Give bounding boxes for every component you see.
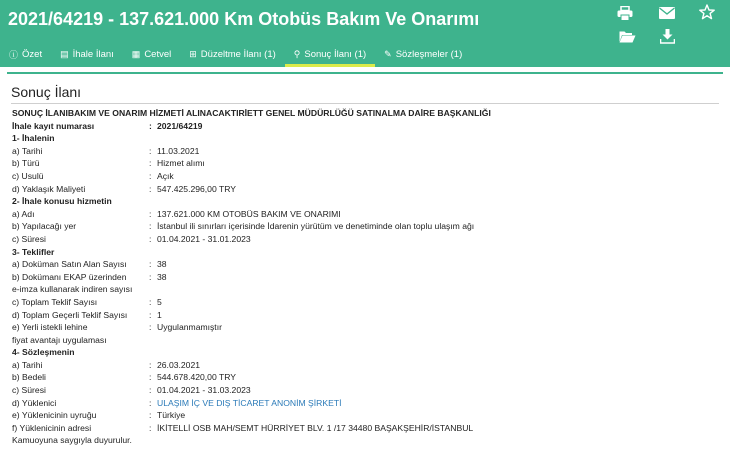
field-row [12, 397, 718, 410]
separator: : [149, 120, 152, 131]
info-icon: ⓘ [9, 49, 19, 60]
field-label: b) Dokümanı EKAP üzerinden [12, 271, 127, 282]
separator: : [149, 397, 152, 408]
field-row [12, 233, 718, 246]
field-label: d) Toplam Geçerli Teklif Sayısı [12, 309, 128, 320]
tab-label: Özet [22, 48, 43, 60]
field-row [12, 183, 718, 196]
field-row [12, 157, 718, 170]
separator: : [149, 309, 152, 320]
field-label: b) Yapılacağı yer [12, 221, 77, 232]
divider [11, 103, 719, 104]
field-label: c) Süresi [12, 385, 46, 396]
field-value: 26.03.2021 [157, 359, 201, 370]
page-header [0, 0, 730, 67]
table-icon: ▦ [131, 48, 141, 59]
tab-ihale-ilani[interactable] [51, 41, 123, 67]
field-row [12, 384, 718, 397]
field-label: c) Usulü [12, 170, 44, 181]
field-value: Açık [157, 170, 174, 181]
edit-icon: ⊞ [189, 48, 197, 59]
separator: : [149, 296, 152, 307]
field-row [12, 170, 718, 183]
field-label: b) Bedeli [12, 372, 46, 383]
announcement-text [12, 107, 718, 447]
tab-label: Sonuç İlanı (1) [304, 48, 367, 60]
field-row [12, 296, 718, 309]
field-value: 38 [157, 259, 167, 270]
tab-cetvel[interactable] [123, 41, 180, 67]
document-icon: ▤ [60, 48, 69, 59]
separator: : [149, 422, 152, 433]
kayit-row [12, 120, 718, 133]
separator: : [149, 158, 152, 169]
tab-bar [0, 41, 730, 67]
tab-duzeltme-ilani[interactable] [180, 41, 285, 67]
field-value: 2021/64219 [157, 120, 203, 131]
section-heading: 2- İhale konusu hizmetin [12, 196, 112, 207]
tab-sonuc-ilani[interactable] [285, 41, 375, 67]
separator: : [149, 410, 152, 421]
section-heading: 3- Teklifler [12, 246, 55, 257]
contractor-link[interactable]: ULAŞIM İÇ VE DIŞ TİCARET ANONİM ŞİRKETİ [157, 397, 342, 408]
separator: : [149, 259, 152, 270]
separator: : [149, 221, 152, 232]
field-label: a) Adı [12, 208, 35, 219]
field-value: 38 [157, 271, 167, 282]
separator: : [149, 170, 152, 181]
field-value: 544.678.420,00 TRY [157, 372, 237, 383]
field-value: Türkiye [157, 410, 186, 421]
field-value: Hizmet alımı [157, 158, 205, 169]
separator: : [149, 233, 152, 244]
field-value: 01.04.2021 - 31.03.2023 [157, 385, 251, 396]
field-row [12, 334, 718, 347]
print-icon[interactable] [615, 3, 635, 23]
field-label: a) Doküman Satın Alan Sayısı [12, 259, 127, 270]
tab-ozet[interactable] [0, 41, 51, 67]
tab-label: Düzeltme İlanı (1) [200, 48, 276, 60]
field-label: fiyat avantajı uygulaması [12, 334, 107, 345]
field-value: 01.04.2021 - 31.01.2023 [157, 233, 251, 244]
section-heading: 1- İhalenin [12, 133, 55, 144]
field-label: c) Süresi [12, 233, 46, 244]
separator: : [149, 372, 152, 383]
field-label: a) Tarihi [12, 359, 43, 370]
closing-text: Kamuoyuna saygıyla duyurulur. [12, 435, 132, 446]
star-icon[interactable] [697, 2, 717, 22]
trophy-icon: ⚲ [293, 48, 301, 59]
field-value: 11.03.2021 [157, 145, 200, 156]
field-value: 5 [157, 296, 162, 307]
field-value: 137.621.000 KM OTOBÜS BAKIM VE ONARIMI [157, 208, 341, 219]
separator: : [149, 322, 152, 333]
field-label: d) Yüklenici [12, 397, 57, 408]
mail-icon[interactable] [657, 3, 677, 23]
edit-icon: ✎ [384, 48, 392, 59]
field-row [12, 422, 718, 435]
field-row [12, 283, 718, 296]
field-label: f) Yüklenicinin adresi [12, 422, 92, 433]
field-row [12, 371, 718, 384]
field-label: e) Yüklenicinin uyruğu [12, 410, 97, 421]
field-value: Uygulanmamıştır [157, 322, 222, 333]
section-title: Sonuç İlanı [11, 84, 82, 100]
field-value: İstanbul ili sınırları içerisinde İdarenin yürütüm ve denetiminde olan toplu ulaşım ağı [157, 221, 475, 232]
tab-sozlesmeler[interactable] [375, 41, 471, 67]
field-label: a) Tarihi [12, 145, 43, 156]
field-row [12, 145, 718, 158]
page-title: 2021/64219 - 137.621.000 Km Otobüs Bakım Ve Onarımı [8, 9, 480, 29]
field-row [12, 409, 718, 422]
tab-label: İhale İlanı [72, 48, 114, 60]
field-row [12, 258, 718, 271]
tab-label: Sözleşmeler (1) [395, 48, 463, 60]
field-label: İhale kayıt numarası [12, 120, 95, 131]
field-label: e) Yerli istekli lehine [12, 322, 88, 333]
announcement-heading: SONUÇ İLANIBAKIM VE ONARIM HİZMETİ ALINACAKTIRİETT GENEL MÜDÜRLÜĞÜ SATINALMA DAİRE BAŞKANLIĞI [12, 108, 491, 118]
field-label: b) Türü [12, 158, 40, 169]
tab-label: Cetvel [144, 48, 172, 60]
separator: : [149, 359, 152, 370]
field-label: d) Yaklaşık Maliyeti [12, 183, 86, 194]
field-row [12, 208, 718, 221]
field-row [12, 359, 718, 372]
field-value: İKİTELLİ OSB MAH/SEMT HÜRRİYET BLV. 1 /17 34480 BAŞAKŞEHİR/İSTANBUL [157, 422, 474, 433]
separator: : [149, 385, 152, 396]
field-value: 547.425.296,00 TRY [157, 183, 237, 194]
field-row [12, 220, 718, 233]
content-panel [7, 72, 723, 465]
field-label: e-imza kullanarak indiren sayısı [12, 284, 133, 295]
field-row [12, 309, 718, 322]
separator: : [149, 183, 152, 194]
field-label: c) Toplam Teklif Sayısı [12, 296, 98, 307]
separator: : [149, 271, 152, 282]
separator: : [149, 208, 152, 219]
field-row [12, 271, 718, 284]
field-value: 1 [157, 309, 162, 320]
field-row [12, 321, 718, 334]
section-heading: 4- Sözleşmenin [12, 347, 75, 358]
separator: : [149, 145, 152, 156]
